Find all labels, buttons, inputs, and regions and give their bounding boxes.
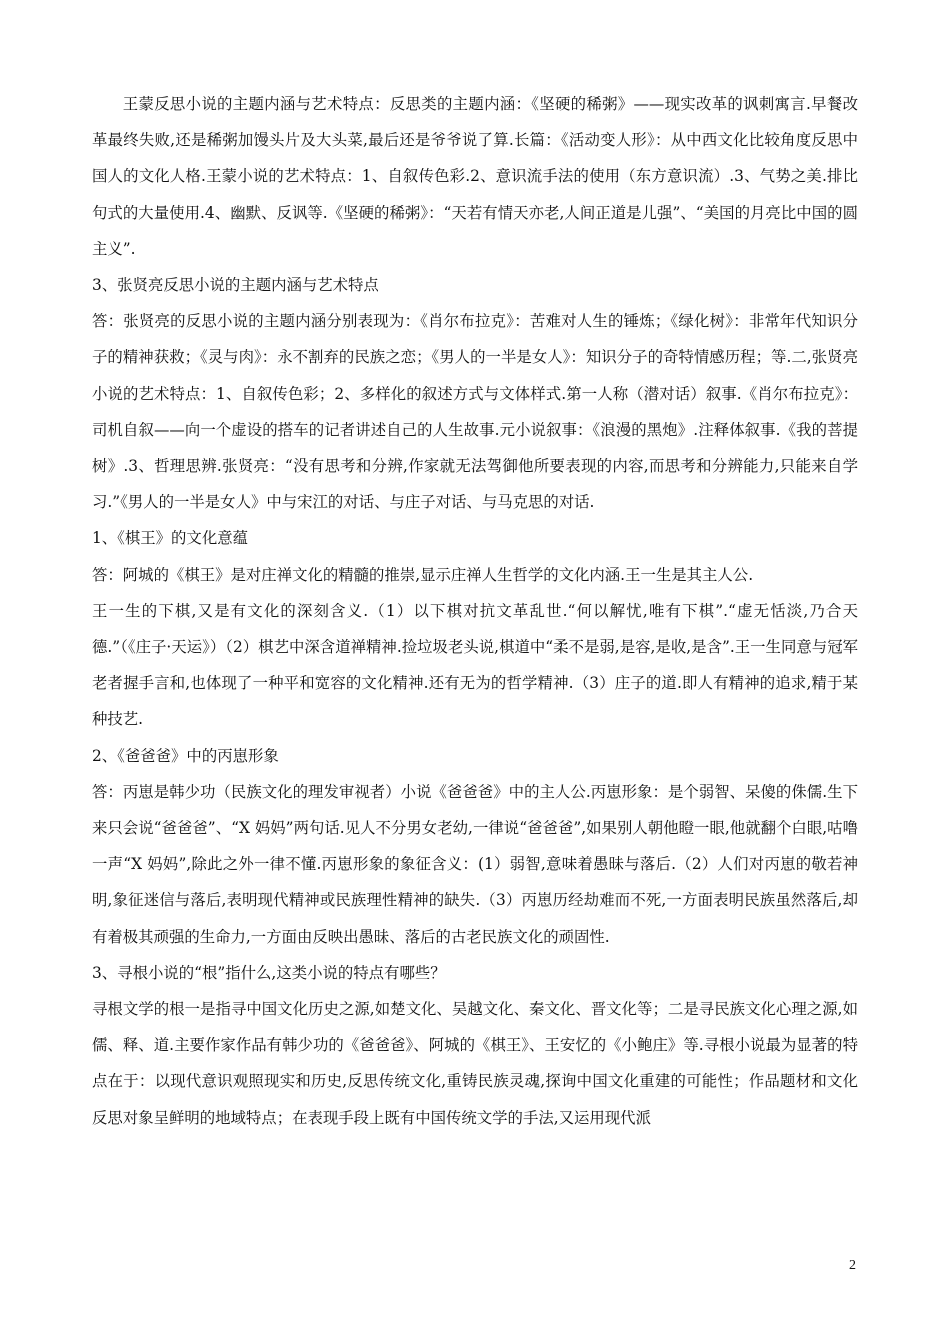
heading-bababa: 2、《爸爸爸》中的丙崽形象 xyxy=(92,746,279,765)
paragraph-zhangxianliang: 答：张贤亮的反思小说的主题内涵分别表现为：《肖尔布拉克》：苦难对人生的锤炼；《绿化树》：非常年代知识分子的精神获救；《灵与肉》：永不割弃的民族之恋；《男人的一半是女人》：知识分子的奇特情感历程；等.二,张贤亮小说的艺术特点：1、自叙传色彩；2、多样化的叙述方式与文体样式.第一人称（潜对话）叙事.《肖尔布拉克》：司机自叙——向一个虚设的搭车的记者讲述自己的人生故事.元小说叙事：《浪漫的黑炮》.注释体叙事.《我的菩提树》.3、哲理思辨.张贤亮：“没有思考和分辨,作家就无法驾御他所要表现的内容,而思考和分辨能力,只能来自学习.”《男人的一半是女人》中与宋江的对话、与庄子对话、与马克思的对话. xyxy=(92,312,858,512)
heading-xungen: 3、寻根小说的“根”指什么,这类小说的特点有哪些？ xyxy=(92,963,446,982)
heading-qiwang: 1、《棋王》的文化意蕴 xyxy=(92,529,248,548)
paragraph-qiwang-answer: 答：阿城的《棋王》是对庄禅文化的精髓的推崇,显示庄禅人生哲学的文化内涵.王一生是其主人公. xyxy=(92,565,754,584)
page-number: 2 xyxy=(849,1258,856,1273)
paragraph-bababa: 答：丙崽是韩少功（民族文化的理发审视者）小说《爸爸爸》中的主人公.丙崽形象：是个弱智、呆傻的侏儒.生下来只会说“爸爸爸”、“X 妈妈”两句话.见人不分男女老幼,一律说“爸爸爸”,如果别人朝他瞪一眼,他就翻个白眼,咕噜一声“X 妈妈”,除此之外一律不懂.丙崽形象的象征含义：(1）弱智,意味着愚昧与落后.（2）人们对丙崽的敬若神明,象征迷信与落后,表明现代精神或民族理性精神的缺失.（3）丙崽历经劫难而不死,一方面表明民族虽然落后,却有着极其顽强的生命力,一方面由反映出愚昧、落后的古老民族文化的顽固性. xyxy=(92,782,858,946)
heading-zhangxianliang: 3、张贤亮反思小说的主题内涵与艺术特点 xyxy=(92,276,379,295)
paragraph-wangmeng: 王蒙反思小说的主题内涵与艺术特点：反思类的主题内涵：《坚硬的稀粥》——现实改革的讽刺寓言.早餐改革最终失败,还是稀粥加馒头片及大头菜,最后还是爷爷说了算.长篇：《活动变人形》：从中西文化比较角度反思中国人的文化人格.王蒙小说的艺术特点：1、自叙传色彩.2、意识流手法的使用（东方意识流）.3、气势之美.排比句式的大量使用.4、幽默、反讽等.《坚硬的稀粥》：“天若有情天亦老,人间正道是儿强”、“美国的月亮比中国的圆主义”. xyxy=(92,95,858,258)
paragraph-qiwang-detail: 王一生的下棋,又是有文化的深刻含义.（1）以下棋对抗文革乱世.“何以解忧,唯有下棋”.“虚无恬淡,乃合天德.”（《庄子·天运》）（2）棋艺中深含道禅精神.捡垃圾老头说,棋道中“柔不是弱,是容,是收,是含”.王一生同意与冠军老者握手言和,也体现了一种平和宽容的文化精神.还有无为的哲学精神.（3）庄子的道.即人有精神的追求,精于某种技艺. xyxy=(92,601,858,729)
document-body xyxy=(92,86,858,1136)
paragraph-xungen: 寻根文学的根一是指寻中国文化历史之源,如楚文化、吴越文化、秦文化、晋文化等；二是寻民族文化心理之源,如儒、释、道.主要作家作品有韩少功的《爸爸爸》、阿城的《棋王》、王安忆的《小鲍庄》等.寻根小说最为显著的特点在于：以现代意识观照现实和历史,反思传统文化,重铸民族灵魂,探询中国文化重建的可能性；作品题材和文化反思对象呈鲜明的地域特点；在表现手段上既有中国传统文学的手法,又运用现代派 xyxy=(92,1000,858,1127)
